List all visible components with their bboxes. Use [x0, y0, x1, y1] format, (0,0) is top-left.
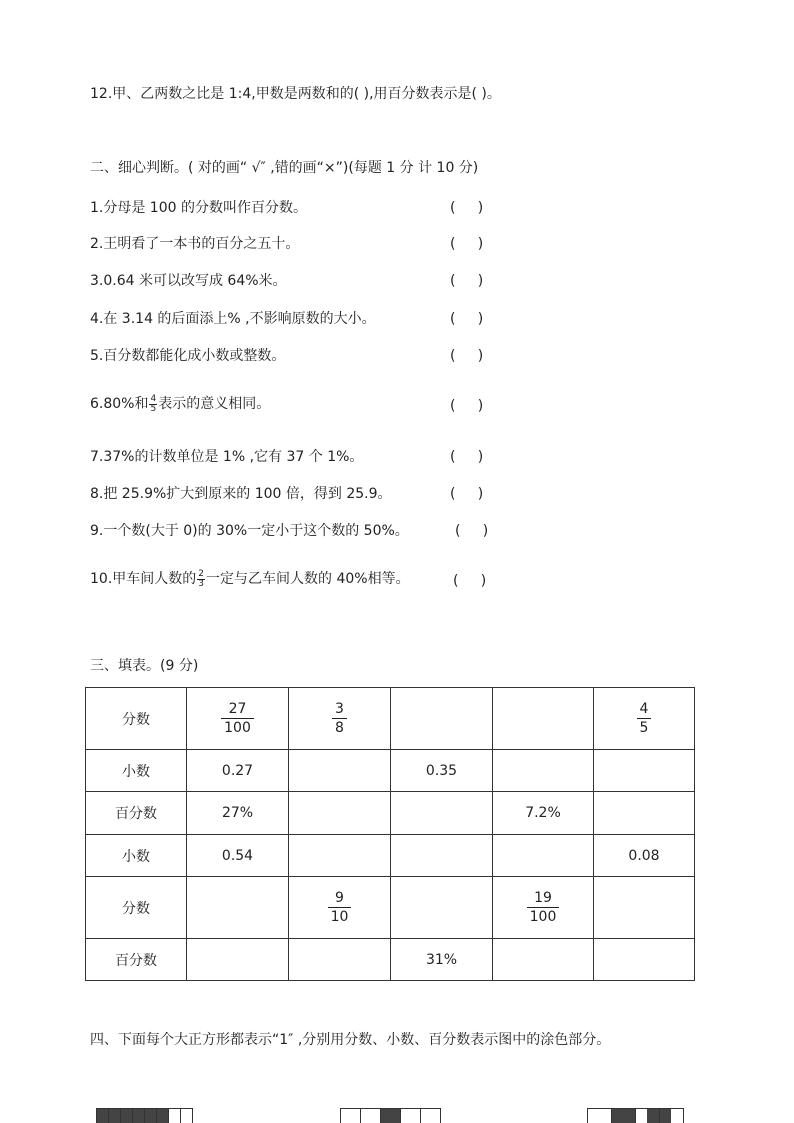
- table-cell: 31%: [391, 939, 493, 981]
- table-cell[interactable]: [289, 939, 391, 981]
- answer-paren-7[interactable]: ( ): [450, 449, 484, 465]
- shaded-region: [611, 1109, 635, 1123]
- answer-paren-3[interactable]: ( ): [450, 273, 484, 289]
- fraction-denominator: 5: [150, 403, 157, 414]
- row-header: 小数: [86, 750, 187, 792]
- table-cell: 7.2%: [493, 792, 594, 835]
- fraction-value: [527, 889, 560, 926]
- fraction-numerator: 3: [332, 700, 347, 719]
- fraction-denominator: 100: [529, 909, 557, 925]
- row-header: 分数: [86, 688, 187, 750]
- square-grid-2: [340, 1108, 440, 1123]
- fraction-denominator: 100: [224, 720, 251, 736]
- table-cell: 27%: [187, 792, 289, 835]
- fraction-denominator: 10: [330, 909, 349, 925]
- judge-item-6-prefix: 6.80%和: [90, 396, 149, 412]
- table-cell: 0.27: [187, 750, 289, 792]
- answer-paren-4[interactable]: ( ): [450, 311, 484, 327]
- table-cell: [289, 877, 391, 939]
- fraction-numerator: 4: [150, 393, 157, 404]
- table-cell[interactable]: [391, 792, 493, 835]
- table-cell[interactable]: [187, 939, 289, 981]
- fraction-denominator: 5: [639, 720, 649, 736]
- fraction-value: [332, 700, 347, 737]
- fraction-value: [637, 700, 652, 737]
- conversion-table: [85, 687, 695, 981]
- table-row: [86, 750, 695, 792]
- table-cell[interactable]: [493, 835, 594, 877]
- row-header: 分数: [86, 877, 187, 939]
- fraction-value: [328, 889, 352, 926]
- answer-paren-8[interactable]: ( ): [450, 486, 484, 502]
- judge-item-10-prefix: 10.甲车间人数的: [90, 571, 197, 587]
- table-cell[interactable]: [493, 750, 594, 792]
- table-cell[interactable]: [594, 877, 695, 939]
- judge-item-6: [90, 394, 270, 414]
- table-cell: [594, 688, 695, 750]
- table-cell[interactable]: [391, 688, 493, 750]
- shaded-region: [380, 1109, 400, 1123]
- row-header: 小数: [86, 835, 187, 877]
- fraction-numerator: 9: [328, 889, 352, 908]
- fraction-denominator: 8: [335, 720, 344, 736]
- fraction-numerator: 19: [527, 889, 560, 908]
- table-cell: 0.08: [594, 835, 695, 877]
- judge-item-9: 9.一个数(大于 0)的 30%一定小于这个数的 50%。: [90, 523, 409, 539]
- table-cell: [187, 688, 289, 750]
- table-cell[interactable]: [391, 835, 493, 877]
- row-header: 百分数: [86, 939, 187, 981]
- table-row: [86, 939, 695, 981]
- answer-paren-6[interactable]: ( ): [450, 398, 484, 414]
- answer-paren-5[interactable]: ( ): [450, 348, 484, 364]
- fraction-numerator: 27: [221, 700, 254, 719]
- table-row: [86, 877, 695, 939]
- section-3-title: 三、填表。(9 分): [90, 658, 199, 674]
- question-12: 12.甲、乙两数之比是 1:4,甲数是两数和的( ),用百分数表示是( )。: [90, 86, 501, 102]
- table-cell[interactable]: [594, 792, 695, 835]
- table-row: [86, 688, 695, 750]
- answer-paren-2[interactable]: ( ): [450, 236, 484, 252]
- judge-item-8: 8.把 25.9%扩大到原来的 100 倍，得到 25.9。: [90, 486, 392, 502]
- table-cell[interactable]: [289, 750, 391, 792]
- table-cell[interactable]: [187, 877, 289, 939]
- judge-item-1: 1.分母是 100 的分数叫作百分数。: [90, 200, 307, 216]
- fraction-2-3: [197, 570, 205, 589]
- table-cell: [493, 877, 594, 939]
- table-cell[interactable]: [391, 877, 493, 939]
- table-cell: [289, 688, 391, 750]
- table-cell[interactable]: [594, 939, 695, 981]
- judge-item-3: 3.0.64 米可以改写成 64%米。: [90, 273, 287, 289]
- table-cell[interactable]: [493, 688, 594, 750]
- section-4-title: 四、下面每个大正方形都表示“1″ ,分别用分数、小数、百分数表示图中的涂色部分。: [90, 1032, 611, 1048]
- square-grid-1: [96, 1108, 192, 1123]
- table-cell[interactable]: [289, 792, 391, 835]
- table-row: [86, 792, 695, 835]
- row-header: 百分数: [86, 792, 187, 835]
- answer-paren-10[interactable]: ( ): [453, 573, 487, 589]
- table-cell[interactable]: [594, 750, 695, 792]
- fraction-4-5: [149, 395, 157, 414]
- section-2-title: 二、细心判断。( 对的画“ √″ ,错的画“×”)(每题 1 分 计 10 分): [90, 160, 479, 176]
- judge-item-10: [90, 569, 410, 589]
- table-cell: 0.54: [187, 835, 289, 877]
- judge-item-4: 4.在 3.14 的后面添上% ,不影响原数的大小。: [90, 311, 376, 327]
- fraction-numerator: 4: [637, 700, 652, 719]
- answer-paren-1[interactable]: ( ): [450, 200, 484, 216]
- judge-item-7: 7.37%的计数单位是 1% ,它有 37 个 1%。: [90, 449, 364, 465]
- fraction-denominator: 3: [198, 578, 204, 589]
- judge-item-2: 2.王明看了一本书的百分之五十。: [90, 236, 300, 252]
- table-cell[interactable]: [289, 835, 391, 877]
- judge-item-6-suffix: 表示的意义相同。: [158, 396, 271, 412]
- judge-item-10-suffix: 一定与乙车间人数的 40%相等。: [206, 571, 410, 587]
- table-cell[interactable]: [493, 939, 594, 981]
- fraction-numerator: 2: [198, 568, 204, 579]
- answer-paren-9[interactable]: ( ): [455, 523, 489, 539]
- table-cell: 0.35: [391, 750, 493, 792]
- judge-item-5: 5.百分数都能化成小数或整数。: [90, 348, 286, 364]
- fraction-value: [221, 700, 254, 737]
- square-grid-3: [587, 1108, 683, 1123]
- table-row: [86, 835, 695, 877]
